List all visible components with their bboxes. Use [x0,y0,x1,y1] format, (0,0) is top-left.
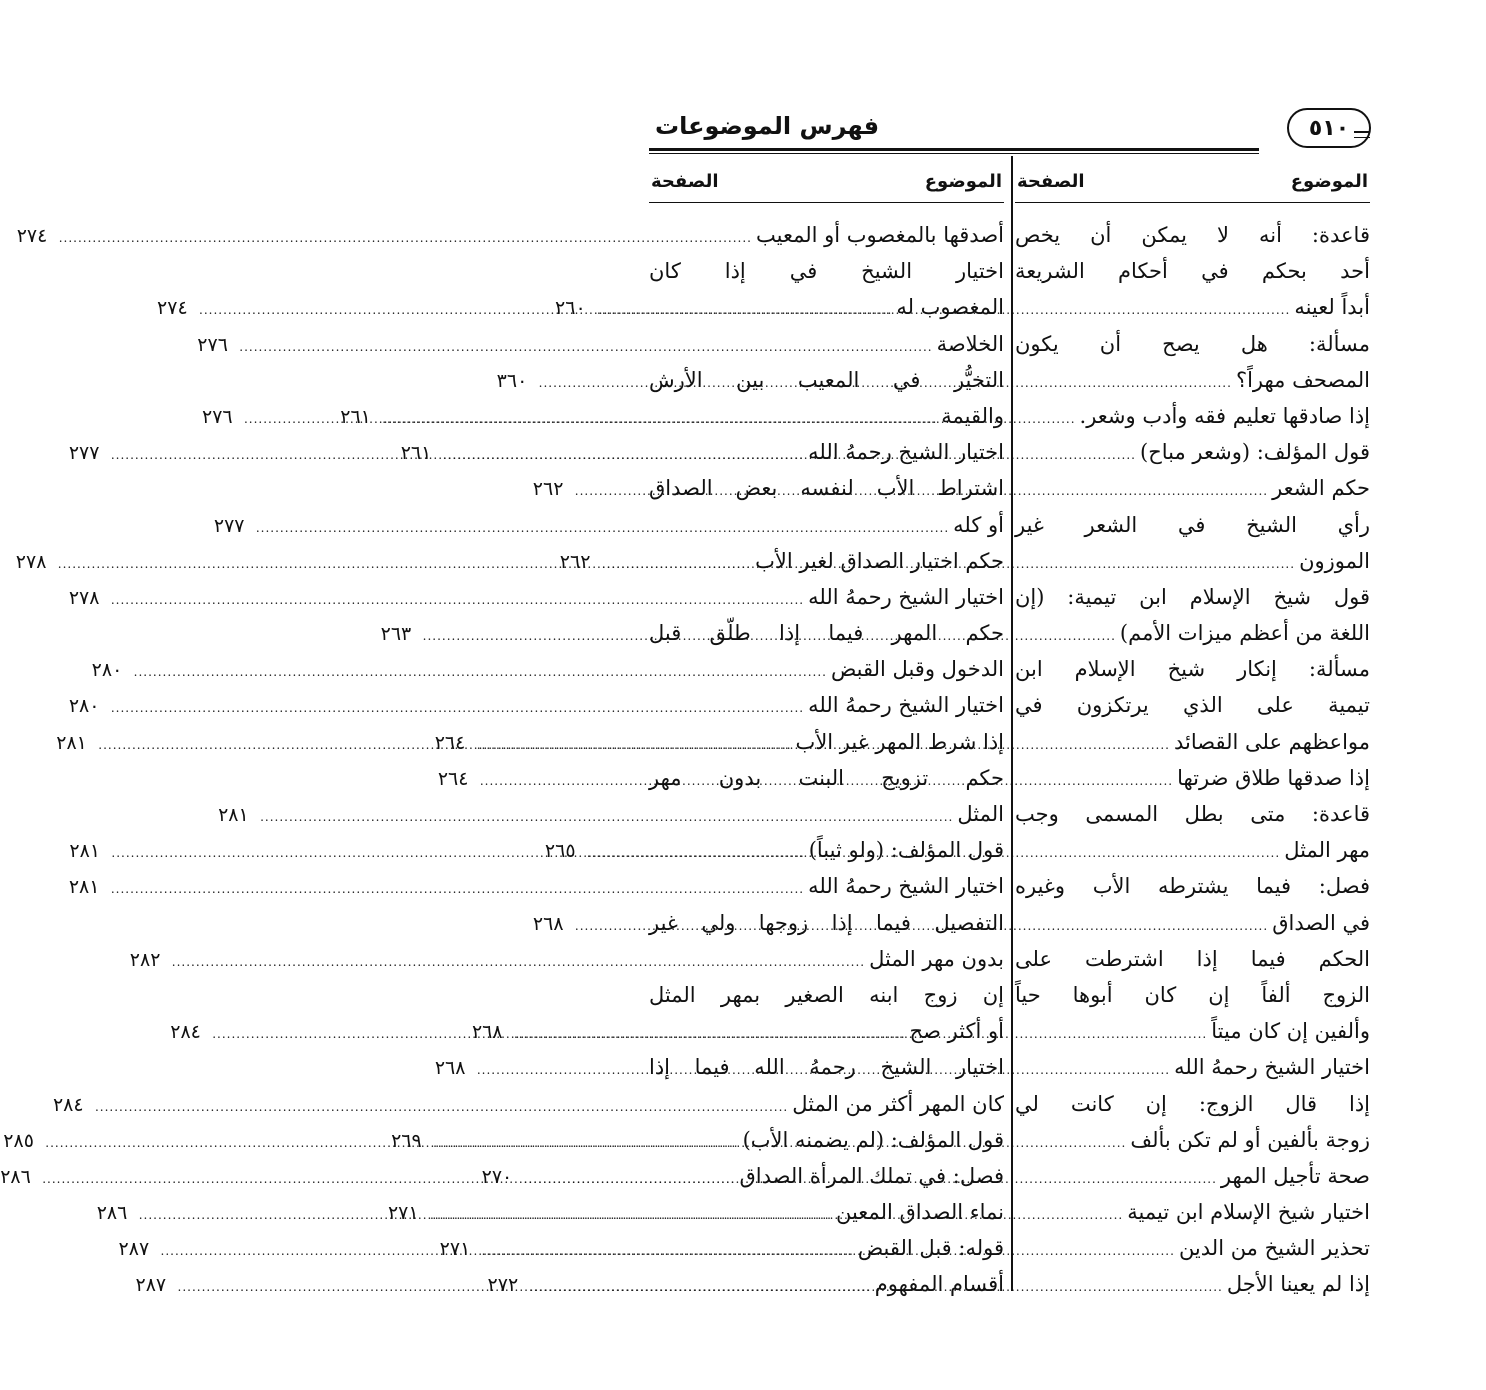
topic-text: وألفين إن كان ميتاً [1211,1019,1370,1044]
topic-text: أقسام المفهوم [874,1272,1004,1297]
topic-text: الموزون [1299,548,1370,573]
topic-text: تحذير الشيخ من الدين [1178,1236,1370,1261]
index-line [649,1049,1004,1085]
dot-leader [45,1125,738,1161]
index-line [218,796,1004,832]
page-ref: ٢٦٤ [434,731,466,754]
page-number: ٥١٠ [1287,108,1371,148]
page-ref: ٣٦٠ [496,369,528,392]
index-line [68,868,1004,904]
topic-text: قول شيخ الإسلام ابن تيمية: (إن [1015,584,1370,609]
index-line [1015,253,1370,289]
topic-text: والقيمة [941,403,1004,428]
topic-text: إذا صدقها طلاق ضرتها [1177,765,1370,790]
topic-text: التفصيل فيما إذا زوجها ولي غير [649,910,1004,935]
topic-text: المصحف مهراً؟ [1235,367,1370,392]
topic-text: اختيار الشيخ رحمهُ الله [1174,1055,1370,1080]
dot-leader [59,220,752,256]
dot-leader [256,510,949,546]
index-line [649,253,1004,289]
topic-text: قوله: قبل القبض [857,1236,1004,1261]
page-ref: ٢٨٥ [3,1129,34,1152]
page-ref: ٢٦٤ [437,767,469,790]
dot-leader [111,871,804,907]
topic-text: صحة تأجيل المهر [1220,1163,1370,1188]
topic-text: الخلاصة [936,331,1004,356]
header-rule-thin [649,153,1259,154]
index-line [649,362,1004,398]
dot-leader [111,582,804,618]
topic-text: اختيار الشيخ رحمهُ الله [808,584,1004,609]
index-line [1015,941,1370,977]
page-ref: ٢٧٦ [197,333,228,356]
topic-text: أو كله [953,512,1004,537]
dot-leader [95,1089,788,1125]
header-rule-thick [649,148,1259,151]
page-ref: ٢٨٠ [91,659,123,682]
dot-leader [260,799,953,835]
page-header: الصفحة [651,170,719,192]
topic-text: مهر المثل [1284,838,1370,863]
topic-text: إن زوج ابنه الصغير بمهر المثل [649,982,1004,1007]
page-ref: ٢٧٦ [201,405,233,428]
page-ref: ٢٦٢ [532,478,564,501]
topic-text: قاعدة: أنه لا يمكن أن يخص [1015,223,1370,247]
topic-text: الدخول وقبل القبض [830,657,1004,682]
topic-text: في الصداق [1272,910,1370,935]
topic-text: أبداً لعينه [1294,295,1370,320]
topic-text: رأي الشيخ في الشعر غير [1015,512,1370,537]
topic-header: الموضوع [924,170,1002,192]
dot-leader [134,654,827,690]
topic-text: أصدقها بالمغصوب أو المعيب [755,223,1004,247]
page-ref: ٢٧١ [439,1238,471,1261]
index-line [1015,326,1370,362]
page-ref: ٢٨١ [56,731,87,754]
index-line [649,905,1004,941]
topic-text: حكم اختيار الصداق لغير الأب [755,548,1004,573]
topic-text: إذا صادقها تعليم فقه وأدب وشعر. [1079,403,1370,428]
topic-text: اختيار الشيخ رحمهُ الله [808,693,1004,718]
column-header [1015,160,1370,203]
topic-text: إذا شرط المهر غير الأب [795,729,1004,754]
page-ref: ٢٦٥ [544,840,576,863]
index-line [68,687,1004,723]
page-ref: ٢٨٦ [0,1165,31,1188]
index-line [1015,868,1370,904]
page-ref: ٢٧٢ [487,1274,519,1297]
topic-text: اختيار الشيخ رحمهُ الله [808,440,1004,465]
page-ref: ٢٦٠ [555,297,586,320]
topic-text: اختيار الشيخ رحمهُ الله [808,874,1004,899]
dot-leader [172,944,865,980]
index-line [1015,217,1370,253]
page-ref: ٢٨٠ [68,695,100,718]
column-header [649,160,1004,203]
page-ref: ٢٦١ [340,405,371,428]
topic-header: الموضوع [1290,170,1368,192]
index-line [1015,977,1370,1013]
page-ref: ٢٧٧ [68,442,100,465]
page-ref: ٢٧٤ [157,297,188,320]
dot-leader [58,546,751,582]
index-line [1015,796,1370,832]
index-line [213,507,1004,543]
page-ref: ٢٨٧ [135,1274,167,1297]
index-line [1015,507,1370,543]
index-line [1015,1086,1370,1122]
page-ref: ٢٦٨ [532,912,564,935]
dot-leader [161,1233,854,1269]
topic-text: قول المؤلف: (وشعر مباح) [1140,440,1370,465]
page-ref: ٢٧٨ [15,550,47,573]
topic-text: مسألة: هل يصح أن يكون [1015,331,1370,356]
index-line [649,977,1004,1013]
topic-text: أو أكثر صح [909,1019,1004,1044]
dot-leader [111,437,804,473]
page-ref: ٢٨١ [69,840,101,863]
page-ref: ٢٨٧ [118,1238,150,1261]
topic-text: الحكم فيما إذا اشترطت على [1015,946,1370,971]
page-ref: ٢٦٨ [471,1021,503,1044]
topic-text: مسألة: إنكار شيخ الإسلام ابن [1015,657,1370,682]
topic-text: نماء الصداق المعين [835,1200,1004,1225]
topic-text: الزوج ألفاً إن كان أبوها حياً [1015,982,1370,1007]
dot-leader [42,1161,735,1197]
page-ref: ٢٧١ [387,1202,419,1225]
dot-leader [199,292,892,328]
page-ref: ٢٦٢ [559,550,591,573]
topic-text: فصل: في تملك المرأة الصداق [739,1163,1004,1188]
page-ref: ٢٦٨ [434,1057,466,1080]
page-ref: ٢٦٩ [391,1129,422,1152]
header-rule-right-top [1354,131,1370,133]
topic-text: إذا لم يعينا الأجل [1226,1272,1370,1297]
page-ref: ٢٨٤ [52,1093,84,1116]
topic-text: إذا قال الزوج: إن كانت لي [1015,1091,1370,1116]
topic-text: قول المؤلف: (ولو ثيباً) [808,838,1004,863]
index-line [68,579,1004,615]
topic-text: اختيار الشيخ في إذا كان [649,259,1004,284]
index-line [1015,687,1370,723]
topic-text: اختيار شيخ الإسلام ابن تيمية [1127,1200,1370,1225]
topic-text: قاعدة: متى بطل المسمى وجب [1015,802,1370,826]
page-ref: ٢٧٤ [16,225,48,247]
topic-text: بدون مهر المثل [869,946,1004,971]
page-ref: ٢٨١ [68,876,100,899]
topic-text: أحد بحكم في أحكام الشريعة [1015,259,1370,284]
topic-text: المثل [957,802,1004,826]
topic-text: حكم المهر فيما إذا طلّق قبل [649,621,1004,646]
index-line [91,651,1004,687]
index-line [129,941,1004,977]
page-ref: ٢٦١ [400,442,432,465]
page-ref: ٢٧٧ [213,514,245,537]
dot-leader [212,1016,905,1052]
page-ref: ٢٨٢ [129,948,161,971]
dot-leader [244,401,937,437]
page-ref: ٢٧٠ [481,1165,513,1188]
index-line [649,615,1004,651]
topic-text: فصل: فيما يشترطه الأب وغيره [1015,874,1370,899]
topic-text: اختيار الشيخ رحمهُ الله فيما إذا [649,1055,1004,1080]
dot-leader [178,1269,871,1305]
dot-leader [111,690,804,726]
topic-text: كان المهر أكثر من المثل [792,1091,1004,1116]
page-ref: ٢٨٤ [170,1021,201,1044]
dot-leader [98,727,791,763]
dot-leader [111,835,804,871]
topic-text: حكم الشعر [1272,476,1370,501]
topic-text: المغصوب له [896,295,1004,320]
topic-text: اللغة من أعظم ميزات الأمم) [1119,621,1370,646]
index-line [649,470,1004,506]
topic-text: تيمية على الذي يرتكزون في [1015,693,1370,718]
page-ref: ٢٨١ [218,804,249,826]
topic-text: حكم تزويج البنت بدون مهر [649,765,1004,790]
page-ref: ٢٦٣ [380,623,412,646]
topic-text: زوجة بألفين أو لم تكن بألف [1130,1127,1370,1152]
dot-leader [139,1197,832,1233]
index-line [197,326,1004,362]
page-header [649,108,1371,152]
page-header: الصفحة [1017,170,1085,192]
header-rule-right-bottom [1354,137,1370,138]
topic-text: مواعظهم على القصائد [1173,729,1370,754]
topic-text: قول المؤلف: (لم يضمنه الأب) [742,1127,1004,1152]
index-line [52,1086,1004,1122]
index-line [649,760,1004,796]
index-line [1015,651,1370,687]
dot-leader [239,329,932,365]
page-ref: ٢٧٨ [68,586,100,609]
topic-text: التخيُّر في المعيب بين الأرش [649,367,1004,392]
page-ref: ٢٨٦ [96,1202,128,1225]
topic-text: اشتراط الأب لنفسه بعض الصداق [649,476,1004,501]
index-line [1015,579,1370,615]
index-line [16,217,1004,253]
running-title: فهرس الموضوعات [655,112,880,140]
